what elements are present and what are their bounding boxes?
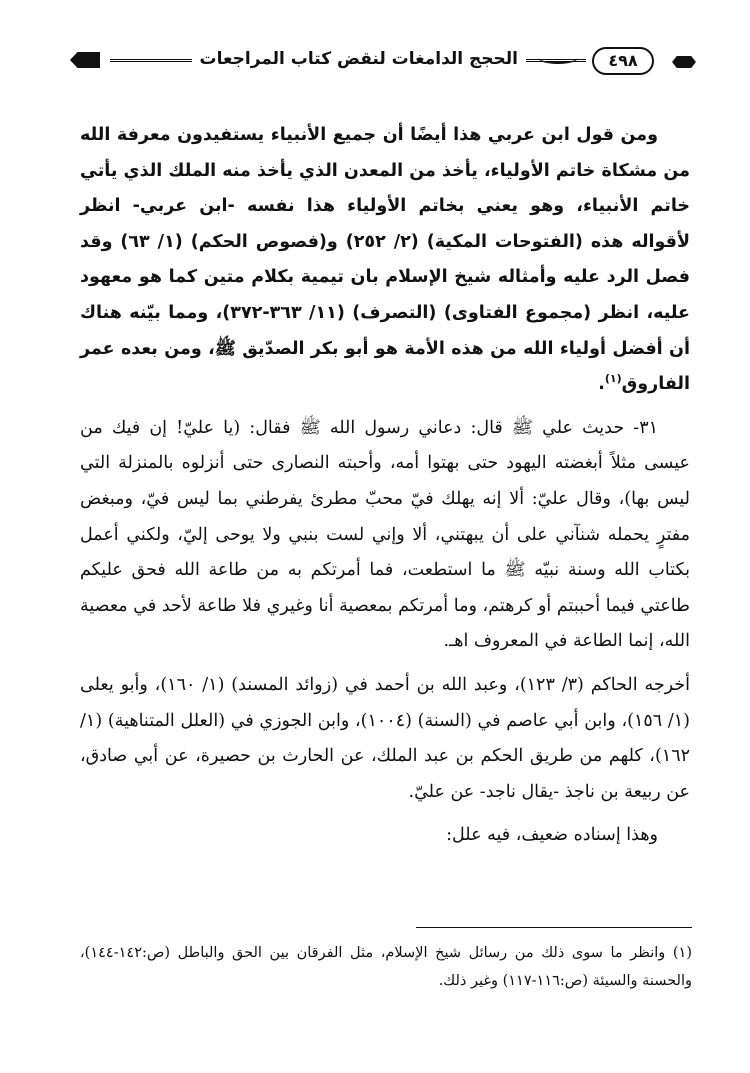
- footnote-separator: [416, 927, 692, 928]
- page-number: ٤٩٨: [592, 47, 654, 75]
- paragraph-ibn-arabi: [80, 118, 690, 403]
- paragraph-text: ومن قول ابن عربي هذا أيضًا أن جميع الأنبياء يستفيدون معرفة الله من مشكاة خاتم الأولياء، يأخذ من المعدن الذي يأخذ منه الملك الذي يأتي خاتم الأنبياء، وهو يعني بخاتم الأولياء هذا نفسه -ابن عربي- انظر لأقواله هذه (الفتوحات المكية) (٢/ ٢٥٢) و(فصوص الحكم) (١/ ٦٣) وقد فصل الرد عليه وأمثاله شيخ الإسلام بان تيمية بكلام متين كما هو معهود عليه، انظر (مجموع الفتاوى) (التصرف) (١١/ ٣٦٣-٣٧٢)، ومما بيّنه هناك أن أفضل أولياء الله من هذه الأمة هو أبو بكر الصدّيق ﷺ، ومن بعده عمر الفاروق: [80, 125, 690, 395]
- running-title: الحجج الدامغات لنقض كتاب المراجعات: [192, 44, 526, 74]
- body-text: [80, 118, 690, 862]
- running-header: [70, 44, 696, 80]
- header-ornament-left: [70, 52, 100, 68]
- paragraph-hadith-31: ٣١- حديث علي ﷺ قال: دعاني رسول الله ﷺ فقال: (يا عليّ! إن فيك من عيسى مثلاً أبغضته اليهود حتى بهتوا أمه، وأحبته النصارى حتى أنزلوه بالمنزلة التي ليس بها)، وقال عليّ: ألا إنه يهلك فيّ محبّ مطرئ يفرطني بما ليس فيّ، ومبغض مفترٍ يحمله شنآني على أن يبهتني، ألا وإني لست بنبي ولا يوحى إليّ، ولكني أعمل بكتاب الله وسنة نبيّه ﷺ ما استطعت، فما أمرتكم به من طاعة الله فحق عليكم طاعتي فيما أحببتم أو كرهتم، وما أمرتكم بمعصية أنا وغيري فلا طاعة لأحد في معصية الله، إنما الطاعة في المعروف اهـ.: [80, 417, 690, 652]
- paragraph-tail: .: [598, 374, 605, 395]
- footnote-reference: (١): [604, 372, 622, 386]
- header-ornament-right: [672, 56, 696, 68]
- paragraph-isnad: وهذا إسناده ضعيف، فيه علل:: [446, 825, 658, 846]
- paragraph-takhrij: أخرجه الحاكم (٣/ ١٢٣)، وعبد الله بن أحمد في (زوائد المسند) (١/ ١٦٠)، وأبو يعلى (١/ ١٥٦)، وابن أبي عاصم في (السنة) (١٠٠٤)، وابن الجوزي في (العلل المتناهية) (١/ ١٦٢)، كلهم من طريق الحكم بن عبد الملك، عن الحارث بن حصيرة، عن أبي صادق، عن ربيعة بن ناجذ -يقال ناجد- عن عليّ.: [80, 674, 690, 802]
- header-swoosh-ornament: [538, 52, 578, 64]
- footnote-1: (١) وانظر ما سوى ذلك من رسائل شيخ الإسلام، مثل الفرقان بين الحق والباطل (ص:١٤٢-١٤٤)، والحسنة والسيئة (ص:١١٦-١١٧) وغير ذلك.: [80, 945, 692, 989]
- footnotes: [80, 939, 692, 995]
